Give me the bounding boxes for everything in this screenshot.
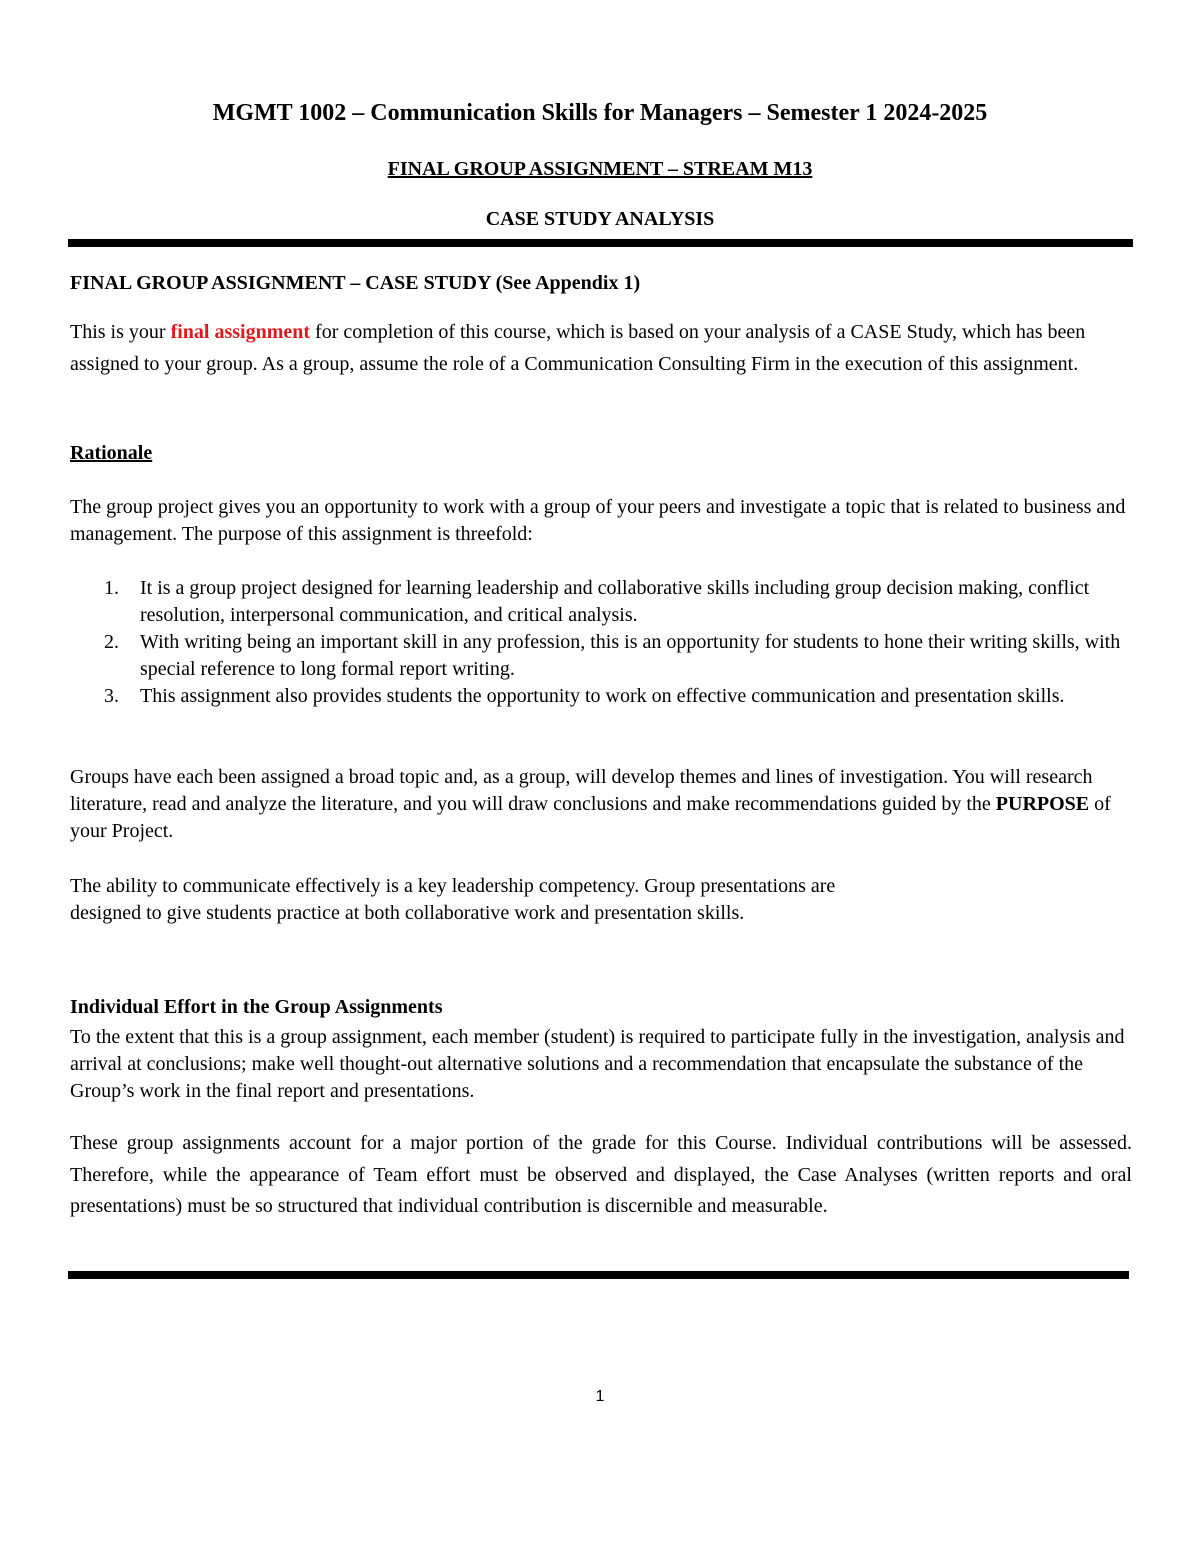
document-subtitle-case-study: CASE STUDY ANALYSIS [485,208,715,230]
bottom-divider [68,1271,1129,1279]
groups-paragraph [70,764,1132,845]
groups-text-end: of your Project. [70,793,1111,842]
leadership-line-2: designed to give students practice at both collaborative work and presentation skills. [70,902,745,924]
document-subtitle: FINAL GROUP ASSIGNMENT – STREAM M13 [387,158,813,180]
list-item-number: 1. [104,577,119,599]
leadership-paragraph [70,873,1132,927]
purpose-list [70,575,1132,710]
list-item-number: 3. [104,685,119,707]
assessment-paragraph: These group assignments account for a major portion of the grade for this Course. Individual contributions will be assessed. Therefore, while the appearance of Team effort must be observed and displayed, the Case Analyses (written reports and oral presentations) must be so structured that individual contribution is discernible and measurable. [70,1132,1132,1217]
groups-text-start: Groups have each been assigned a broad topic and, as a group, will develop themes and lines of investigation. You will research literature, read and analyze the literature, and you will draw conclusions and make recommendations guided by the [70,766,1093,815]
list-item-text: It is a group project designed for learning leadership and collaborative skills including group decision making, conflict resolution, interpersonal communication, and critical analysis. [140,577,1090,626]
document-title: MGMT 1002 – Communication Skills for Managers – Semester 1 2024-2025 [212,100,988,126]
case-study-heading: FINAL GROUP ASSIGNMENT – CASE STUDY (See Appendix 1) [70,272,641,294]
leadership-line-1: The ability to communicate effectively is a key leadership competency. Group presentations are [70,875,836,897]
list-item [70,683,1132,710]
final-assignment-highlight: final assignment [170,321,311,343]
list-item-text: With writing being an important skill in any profession, this is an opportunity for students to hone their writing skills, with special reference to long formal report writing. [140,631,1121,680]
intro-text-end: for completion of this course, which is based on your analysis of a CASE Study, which has been assigned to your group. As a group, assume the role of a Communication Consulting Firm in the execution of this assignment. [70,321,1086,375]
individual-effort-paragraph: To the extent that this is a group assignment, each member (student) is required to participate fully in the investigation, analysis and arrival at conclusions; make well thought-out alternative solutions and a recommendation that encapsulate the substance of the Group’s work in the final report and presentations. [70,1026,1125,1102]
intro-text-start: This is your [70,321,171,343]
rationale-heading: Rationale [70,442,153,464]
list-item-number: 2. [104,631,119,653]
intro-paragraph [70,317,1132,380]
page-number: 1 [595,1388,605,1405]
individual-effort-heading: Individual Effort in the Group Assignments [70,996,443,1018]
purpose-bold: PURPOSE [995,793,1090,815]
rationale-paragraph: The group project gives you an opportunity to work with a group of your peers and investigate a topic that is related to business and management. The purpose of this assignment is threefold: [70,496,1126,545]
list-item-text: This assignment also provides students the opportunity to work on effective communication and presentation skills. [140,685,1065,707]
list-item [70,575,1132,629]
list-item [70,629,1132,683]
top-divider [68,239,1133,247]
